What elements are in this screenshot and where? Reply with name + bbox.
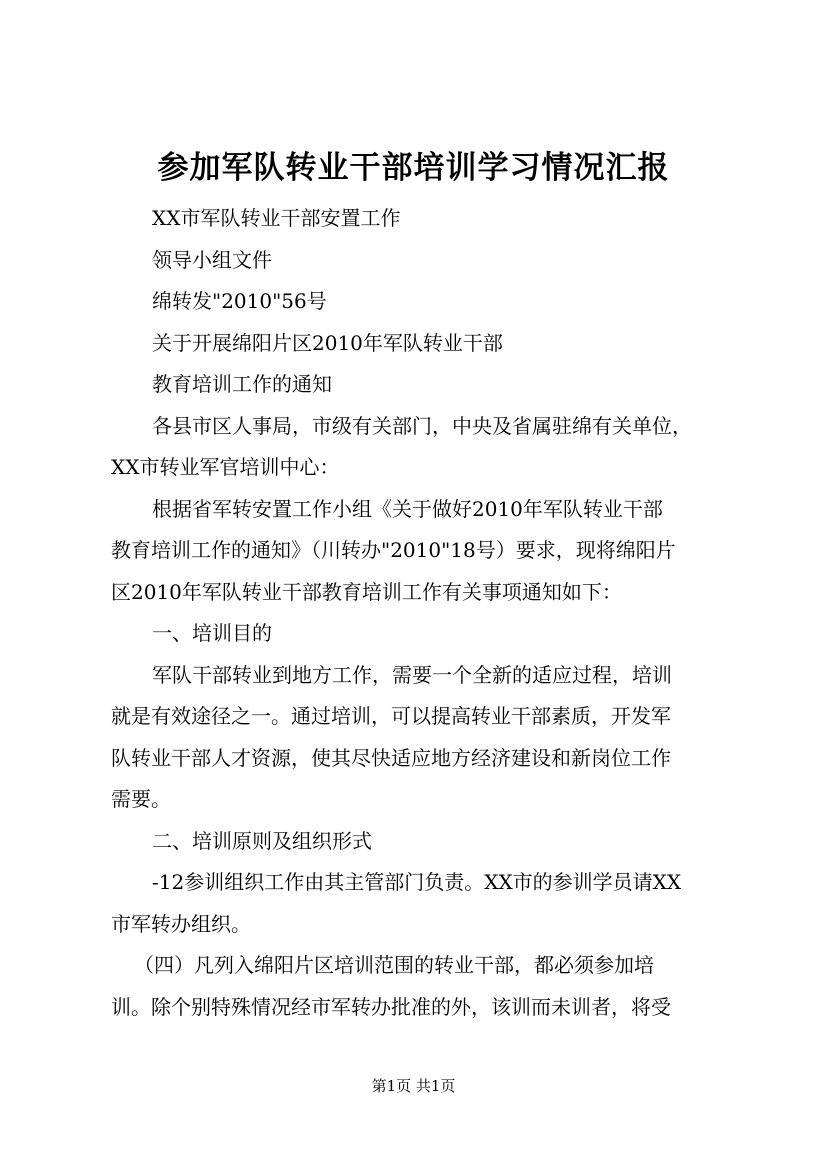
text-line: 市军转办组织。 [111, 911, 251, 936]
page-footer: 第1页 共1页 [371, 1077, 456, 1095]
text-line: 区2010年军队转业干部教育培训工作有关事项通知如下： [111, 579, 622, 604]
text-line: 教育培训工作的通知 [152, 372, 332, 396]
text-line: 关于开展绵阳片区2010年军队转业干部 [152, 330, 503, 355]
text-line: XX市转业军官培训中心： [111, 455, 340, 479]
text-line: 根据省军转安置工作小组《关于做好2010年军队转业干部 [152, 496, 663, 521]
text-line: 领导小组文件 [152, 247, 272, 272]
section-heading: 一、培训目的 [152, 621, 272, 645]
document-body [111, 198, 726, 1028]
text-line: （四）凡列入绵阳片区培训范围的转业干部，都必须参加培 [134, 953, 654, 977]
section-heading: 二、培训原则及组织形式 [152, 828, 372, 853]
text-line: 就是有效途径之一。通过培训，可以提高转业干部素质，开发军 [111, 704, 671, 728]
text-line: 训。除个别特殊情况经市军转办批准的外，该训而未训者，将受 [111, 994, 671, 1019]
text-line: -12参训组织工作由其主管部门负责。XX市的参训学员请XX [152, 870, 682, 894]
text-line: 各县市区人事局，市级有关部门，中央及省属驻绵有关单位， [152, 413, 692, 438]
text-line: 军队干部转业到地方工作，需要一个全新的适应过程，培训 [152, 662, 672, 687]
document-title: 参加军队转业干部培训学习情况汇报 [157, 150, 670, 186]
text-line: 需要。 [111, 787, 171, 811]
text-line: 队转业干部人才资源，使其尽快适应地方经济建设和新岗位工作 [111, 745, 671, 770]
text-line: 教育培训工作的通知》（川转办"2010"18号）要求，现将绵阳片 [111, 538, 676, 562]
text-line: 绵转发"2010"56号 [152, 289, 327, 313]
text-line: XX市军队转业干部安置工作 [152, 206, 401, 230]
